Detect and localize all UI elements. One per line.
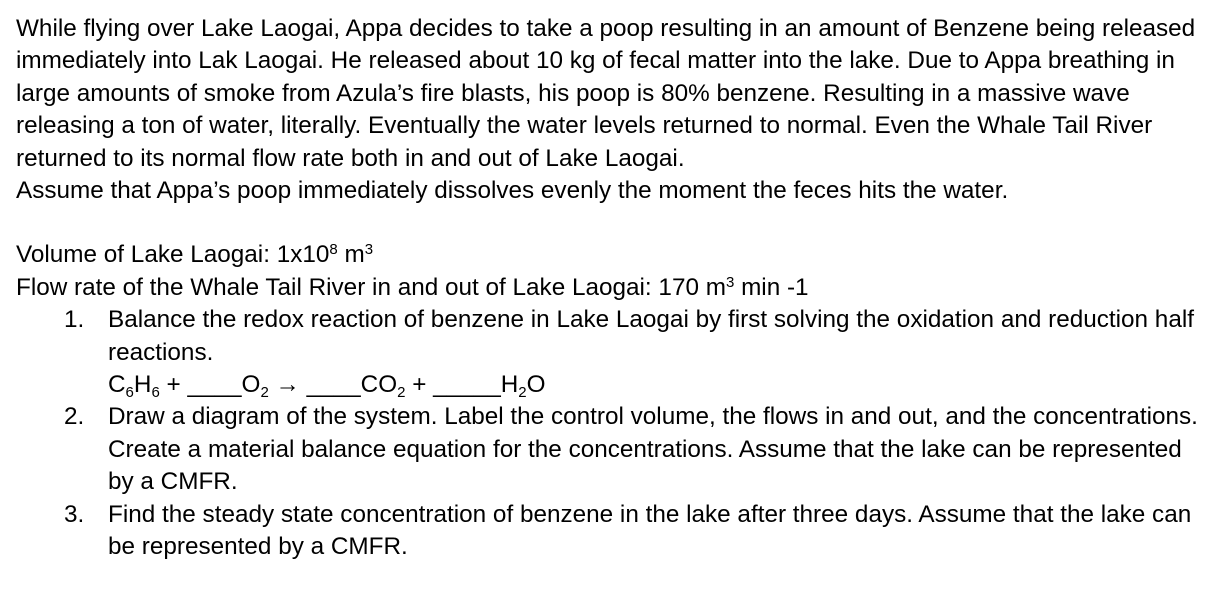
coefficient-blank: _____ bbox=[433, 371, 501, 399]
question-text: Draw a diagram of the system. Label the control volume, the flows in and out, and the concentrations. Create a material balance equation for the concentrations. Assume that the lake can be represented by a CMFR. bbox=[108, 403, 1198, 496]
intro-paragraph: While flying over Lake Laogai, Appa decides to take a poop resulting in an amount of Benzene being released immediately into Lak Laogai. He released about 10 kg of fecal matter into the lake. Due to Appa breathing in large amounts of smoke from Azula’s fire blasts, his poop is 80% benzene. Resulting in a massive wave releasing a ton of water, literally. Eventually the water levels returned to normal. Even the Whale Tail River returned to its normal flow rate both in and out of Lake Laogai. bbox=[16, 15, 1196, 172]
blank-line bbox=[16, 207, 1202, 239]
coefficient-blank: ____ bbox=[306, 371, 361, 399]
arrow-icon: → bbox=[268, 371, 307, 399]
intro-section bbox=[16, 13, 1202, 207]
given-section bbox=[16, 239, 1202, 304]
coefficient-blank: ____ bbox=[187, 371, 242, 399]
lake-volume-line: Volume of Lake Laogai: $1x10^8$ $m^3$ bbox=[16, 241, 374, 269]
question-item bbox=[16, 499, 1202, 564]
question-number: 1. bbox=[64, 306, 85, 334]
question-item bbox=[16, 304, 1202, 401]
question-text: Find the steady state concentration of benzene in the lake after three days. Assume that the lake can be represented by a CMFR. bbox=[108, 500, 1192, 561]
flow-rate-line: Flow rate of the Whale Tail River in and out of Lake Laogai: 170 $m^3$ min -1 bbox=[16, 273, 809, 301]
question-text: Balance the redox reaction of benzene in Lake Laogai by first solving the oxidation and reduction half reactions. bbox=[108, 306, 1194, 366]
assumption-line: Assume that Appa’s poop immediately dissolves evenly the moment the feces hits the water. bbox=[16, 177, 1009, 205]
question-item bbox=[16, 401, 1202, 498]
question-number: 2. bbox=[64, 403, 85, 431]
reaction-equation: $C_6H_6$ + $\_\_\_\_O_2$ → $\_\_\_\_CO_2$ + $\_\_\_\_\_H_2O$ bbox=[108, 371, 546, 402]
question-number: 3. bbox=[64, 500, 85, 528]
question-list bbox=[16, 304, 1202, 563]
